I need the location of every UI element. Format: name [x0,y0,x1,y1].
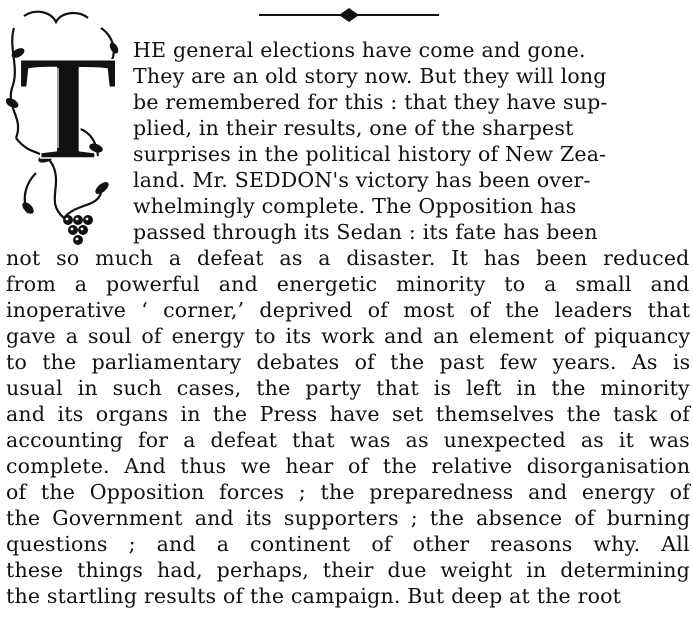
text-line: the Government and its supporters ; the absence of burning [6,506,691,530]
text-line: whelmingly complete. The Opposition has [133,194,577,218]
text-line: They are an old story now. But they will long [133,64,607,88]
text-line: passed through its Sedan : its fate has been [133,220,598,244]
text-line: from a powerful and energetic minority to a small and [6,272,690,296]
text-line: gave a soul of energy to its work and an element of piquancy [6,324,691,348]
text-line: plied, in their results, one of the sharpest [133,116,574,140]
decorated-drop-cap [6,8,126,258]
text-line: these things had, perhaps, their due weight in determining [6,558,690,582]
text-line: of the Opposition forces ; the preparedness and energy of [6,480,690,504]
text-line: the startling results of the campaign. But deep at the root [6,584,622,608]
section-divider-ornament [259,7,439,23]
text-line: surprises in the political history of New Zea- [133,142,607,166]
text-line: accounting for a defeat that was as unexpected as it was [6,428,690,452]
text-line: complete. And thus we hear of the relative disorganisation [6,454,691,478]
text-line: and its organs in the Press have set themselves the task of [6,402,691,426]
text-line: inoperative ‘ corner,’ deprived of most of the leaders that [6,298,691,322]
text-line: be remembered for this : that they have sup- [133,90,608,114]
text-line: land. Mr. SEDDON's victory has been over- [133,168,591,192]
drop-cap-letter: T [17,25,119,191]
text-line: to the parliamentary debates of the past few years. As is [6,350,691,374]
text-line: not so much a defeat as a disaster. It has been reduced [6,246,690,270]
text-line: usual in such cases, the party that is left in the minority [6,376,690,400]
text-line: questions ; and a continent of other reasons why. All [6,532,690,556]
text-line: HE general elections have come and gone. [133,38,586,62]
